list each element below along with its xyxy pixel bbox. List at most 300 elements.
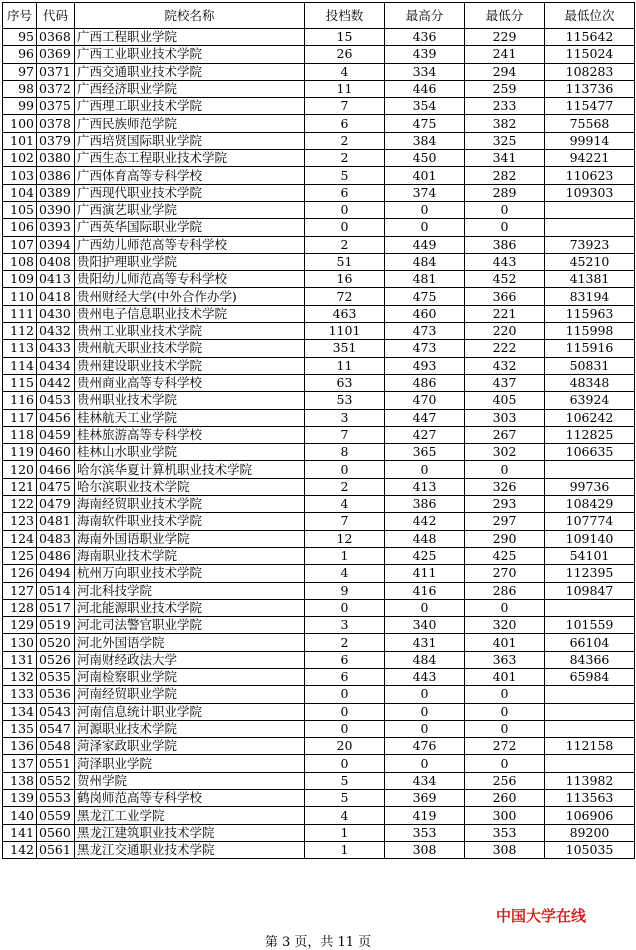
cell-school-name: 广西幼儿师范高等专科学校 (75, 236, 305, 253)
cell-min-score: 303 (465, 409, 545, 426)
cell-min-rank: 105035 (545, 841, 635, 858)
cell-min-rank: 109303 (545, 184, 635, 201)
cell-admitted-count: 4 (305, 807, 385, 824)
cell-seq: 114 (3, 357, 37, 374)
cell-min-rank: 115024 (545, 46, 635, 63)
cell-school-name: 河北外国语学院 (75, 634, 305, 651)
cell-admitted-count: 4 (305, 565, 385, 582)
cell-admitted-count: 3 (305, 617, 385, 634)
cell-code: 0418 (37, 288, 75, 305)
cell-min-rank: 94221 (545, 150, 635, 167)
cell-min-rank: 113982 (545, 772, 635, 789)
cell-min-score: 0 (465, 219, 545, 236)
table-row (3, 29, 635, 46)
cell-code: 0483 (37, 530, 75, 547)
cell-max-score: 442 (385, 513, 465, 530)
cell-code: 0536 (37, 686, 75, 703)
cell-min-rank: 73923 (545, 236, 635, 253)
cell-min-rank (545, 461, 635, 478)
cell-admitted-count: 1 (305, 547, 385, 564)
cell-code: 0553 (37, 790, 75, 807)
cell-admitted-count: 0 (305, 755, 385, 772)
cell-school-name: 桂林旅游高等专科学校 (75, 426, 305, 443)
cell-min-rank (545, 219, 635, 236)
cell-admitted-count: 2 (305, 236, 385, 253)
cell-admitted-count: 0 (305, 686, 385, 703)
cell-seq: 110 (3, 288, 37, 305)
cell-min-score: 256 (465, 772, 545, 789)
cell-code: 0386 (37, 167, 75, 184)
cell-max-score: 446 (385, 80, 465, 97)
cell-min-score: 386 (465, 236, 545, 253)
cell-min-rank: 115477 (545, 98, 635, 115)
cell-min-score: 353 (465, 824, 545, 841)
cell-min-rank: 101559 (545, 617, 635, 634)
cell-admitted-count: 5 (305, 772, 385, 789)
cell-code: 0369 (37, 46, 75, 63)
header-min-score: 最低分 (465, 3, 545, 29)
cell-max-score: 473 (385, 340, 465, 357)
cell-school-name: 广西现代职业技术学院 (75, 184, 305, 201)
cell-school-name: 黑龙江交通职业技术学院 (75, 841, 305, 858)
cell-school-name: 桂林山水职业学院 (75, 444, 305, 461)
cell-seq: 119 (3, 444, 37, 461)
table-row (3, 496, 635, 513)
cell-max-score: 354 (385, 98, 465, 115)
cell-admitted-count: 1 (305, 841, 385, 858)
cell-school-name: 贵州商业高等专科学校 (75, 374, 305, 391)
cell-seq: 127 (3, 582, 37, 599)
cell-seq: 112 (3, 323, 37, 340)
cell-max-score: 425 (385, 547, 465, 564)
cell-min-rank: 108429 (545, 496, 635, 513)
cell-min-rank: 106635 (545, 444, 635, 461)
cell-min-rank (545, 686, 635, 703)
cell-admitted-count: 1 (305, 824, 385, 841)
cell-seq: 139 (3, 790, 37, 807)
cell-max-score: 484 (385, 253, 465, 270)
table-row (3, 115, 635, 132)
cell-school-name: 菏泽家政职业学院 (75, 738, 305, 755)
cell-min-rank: 112825 (545, 426, 635, 443)
cell-school-name: 广西演艺职业学院 (75, 201, 305, 218)
cell-min-score: 341 (465, 150, 545, 167)
table-row (3, 478, 635, 495)
cell-min-rank: 63924 (545, 392, 635, 409)
cell-code: 0379 (37, 132, 75, 149)
cell-max-score: 431 (385, 634, 465, 651)
cell-seq: 138 (3, 772, 37, 789)
cell-admitted-count: 7 (305, 426, 385, 443)
cell-seq: 102 (3, 150, 37, 167)
cell-min-rank: 115998 (545, 323, 635, 340)
cell-min-score: 0 (465, 755, 545, 772)
cell-school-name: 贺州学院 (75, 772, 305, 789)
cell-min-score: 437 (465, 374, 545, 391)
cell-max-score: 411 (385, 565, 465, 582)
cell-admitted-count: 6 (305, 651, 385, 668)
cell-max-score: 439 (385, 46, 465, 63)
cell-min-rank: 65984 (545, 668, 635, 685)
cell-min-rank (545, 201, 635, 218)
cell-seq: 118 (3, 426, 37, 443)
cell-seq: 97 (3, 63, 37, 80)
cell-school-name: 贵州职业技术学院 (75, 392, 305, 409)
cell-min-rank: 99736 (545, 478, 635, 495)
table-row (3, 565, 635, 582)
cell-min-score: 0 (465, 461, 545, 478)
cell-admitted-count: 3 (305, 409, 385, 426)
table-row (3, 841, 635, 858)
cell-min-rank: 115963 (545, 305, 635, 322)
cell-max-score: 450 (385, 150, 465, 167)
table-row (3, 271, 635, 288)
cell-min-score: 267 (465, 426, 545, 443)
cell-code: 0393 (37, 219, 75, 236)
cell-min-score: 286 (465, 582, 545, 599)
cell-min-score: 0 (465, 686, 545, 703)
cell-code: 0548 (37, 738, 75, 755)
cell-seq: 130 (3, 634, 37, 651)
cell-school-name: 贵州航天职业技术学院 (75, 340, 305, 357)
table-row (3, 46, 635, 63)
cell-max-score: 473 (385, 323, 465, 340)
cell-code: 0456 (37, 409, 75, 426)
cell-admitted-count: 0 (305, 599, 385, 616)
cell-min-rank: 41381 (545, 271, 635, 288)
table-row (3, 599, 635, 616)
cell-min-score: 363 (465, 651, 545, 668)
cell-admitted-count: 15 (305, 29, 385, 46)
cell-max-score: 416 (385, 582, 465, 599)
cell-admitted-count: 8 (305, 444, 385, 461)
cell-seq: 129 (3, 617, 37, 634)
cell-min-rank: 107774 (545, 513, 635, 530)
cell-school-name: 贵州财经大学(中外合作办学) (75, 288, 305, 305)
cell-seq: 132 (3, 668, 37, 685)
cell-school-name: 贵州电子信息职业技术学院 (75, 305, 305, 322)
cell-code: 0494 (37, 565, 75, 582)
cell-school-name: 广西民族师范学院 (75, 115, 305, 132)
cell-seq: 107 (3, 236, 37, 253)
table-row (3, 720, 635, 737)
cell-max-score: 374 (385, 184, 465, 201)
cell-school-name: 河南财经政法大学 (75, 651, 305, 668)
cell-admitted-count: 463 (305, 305, 385, 322)
cell-min-score: 452 (465, 271, 545, 288)
cell-min-score: 401 (465, 668, 545, 685)
cell-seq: 111 (3, 305, 37, 322)
table-row (3, 80, 635, 97)
cell-code: 0481 (37, 513, 75, 530)
cell-seq: 121 (3, 478, 37, 495)
cell-school-name: 河北能源职业技术学院 (75, 599, 305, 616)
cell-seq: 117 (3, 409, 37, 426)
cell-min-score: 401 (465, 634, 545, 651)
cell-max-score: 460 (385, 305, 465, 322)
cell-admitted-count: 2 (305, 150, 385, 167)
cell-admitted-count: 351 (305, 340, 385, 357)
cell-admitted-count: 5 (305, 790, 385, 807)
cell-min-rank: 75568 (545, 115, 635, 132)
cell-min-rank: 83194 (545, 288, 635, 305)
table-row (3, 323, 635, 340)
cell-min-rank: 109140 (545, 530, 635, 547)
cell-max-score: 0 (385, 703, 465, 720)
cell-admitted-count: 12 (305, 530, 385, 547)
cell-seq: 133 (3, 686, 37, 703)
cell-admitted-count: 6 (305, 184, 385, 201)
cell-min-score: 282 (465, 167, 545, 184)
cell-min-score: 382 (465, 115, 545, 132)
cell-admitted-count: 26 (305, 46, 385, 63)
cell-max-score: 340 (385, 617, 465, 634)
cell-school-name: 贵州工业职业技术学院 (75, 323, 305, 340)
table-row (3, 63, 635, 80)
table-row (3, 426, 635, 443)
cell-seq: 103 (3, 167, 37, 184)
cell-admitted-count: 2 (305, 478, 385, 495)
cell-seq: 99 (3, 98, 37, 115)
header-seq: 序号 (3, 3, 37, 29)
cell-max-score: 436 (385, 29, 465, 46)
cell-admitted-count: 6 (305, 115, 385, 132)
cell-admitted-count: 0 (305, 703, 385, 720)
cell-code: 0433 (37, 340, 75, 357)
cell-max-score: 401 (385, 167, 465, 184)
cell-max-score: 386 (385, 496, 465, 513)
cell-seq: 109 (3, 271, 37, 288)
table-row (3, 790, 635, 807)
cell-code: 0432 (37, 323, 75, 340)
cell-min-score: 220 (465, 323, 545, 340)
cell-min-score: 308 (465, 841, 545, 858)
cell-min-score: 289 (465, 184, 545, 201)
cell-school-name: 广西理工职业技术学院 (75, 98, 305, 115)
table-row (3, 634, 635, 651)
cell-min-rank: 89200 (545, 824, 635, 841)
cell-school-name: 哈尔滨职业技术学院 (75, 478, 305, 495)
cell-min-rank: 50831 (545, 357, 635, 374)
cell-max-score: 308 (385, 841, 465, 858)
cell-min-score: 443 (465, 253, 545, 270)
cell-school-name: 海南外国语职业学院 (75, 530, 305, 547)
cell-min-rank: 106242 (545, 409, 635, 426)
cell-seq: 131 (3, 651, 37, 668)
cell-min-score: 0 (465, 703, 545, 720)
cell-min-rank: 115916 (545, 340, 635, 357)
cell-admitted-count: 7 (305, 98, 385, 115)
cell-min-score: 0 (465, 720, 545, 737)
cell-code: 0430 (37, 305, 75, 322)
table-row (3, 755, 635, 772)
cell-max-score: 0 (385, 720, 465, 737)
cell-admitted-count: 2 (305, 132, 385, 149)
table-row (3, 409, 635, 426)
cell-min-score: 0 (465, 201, 545, 218)
table-row (3, 219, 635, 236)
cell-code: 0551 (37, 755, 75, 772)
cell-school-name: 贵州建设职业技术学院 (75, 357, 305, 374)
cell-seq: 120 (3, 461, 37, 478)
cell-max-score: 493 (385, 357, 465, 374)
cell-seq: 122 (3, 496, 37, 513)
header-admitted-count: 投档数 (305, 3, 385, 29)
cell-min-rank (545, 703, 635, 720)
cell-seq: 113 (3, 340, 37, 357)
cell-min-rank: 108283 (545, 63, 635, 80)
table-row (3, 184, 635, 201)
cell-admitted-count: 5 (305, 167, 385, 184)
cell-code: 0520 (37, 634, 75, 651)
cell-seq: 101 (3, 132, 37, 149)
cell-max-score: 449 (385, 236, 465, 253)
table-row (3, 444, 635, 461)
cell-max-score: 369 (385, 790, 465, 807)
cell-seq: 126 (3, 565, 37, 582)
cell-seq: 123 (3, 513, 37, 530)
cell-max-score: 365 (385, 444, 465, 461)
cell-school-name: 河南经贸职业学院 (75, 686, 305, 703)
cell-min-rank: 106906 (545, 807, 635, 824)
table-row (3, 201, 635, 218)
table-row (3, 392, 635, 409)
table-row (3, 357, 635, 374)
table-body (3, 29, 635, 859)
cell-code: 0559 (37, 807, 75, 824)
cell-min-rank: 99914 (545, 132, 635, 149)
cell-max-score: 486 (385, 374, 465, 391)
cell-code: 0453 (37, 392, 75, 409)
cell-seq: 137 (3, 755, 37, 772)
table-row (3, 651, 635, 668)
cell-max-score: 484 (385, 651, 465, 668)
watermark-logo: 中国大学在线 (496, 907, 587, 925)
cell-school-name: 广西英华国际职业学院 (75, 219, 305, 236)
cell-min-score: 229 (465, 29, 545, 46)
cell-seq: 100 (3, 115, 37, 132)
cell-school-name: 广西生态工程职业技术学院 (75, 150, 305, 167)
cell-min-rank: 109847 (545, 582, 635, 599)
table-row (3, 513, 635, 530)
cell-max-score: 0 (385, 219, 465, 236)
cell-code: 0442 (37, 374, 75, 391)
cell-admitted-count: 0 (305, 461, 385, 478)
cell-code: 0413 (37, 271, 75, 288)
cell-school-name: 河南检察职业学院 (75, 668, 305, 685)
table-row (3, 824, 635, 841)
cell-max-score: 475 (385, 288, 465, 305)
cell-max-score: 0 (385, 755, 465, 772)
cell-min-score: 326 (465, 478, 545, 495)
cell-code: 0475 (37, 478, 75, 495)
cell-seq: 135 (3, 720, 37, 737)
cell-min-score: 293 (465, 496, 545, 513)
header-code: 代码 (37, 3, 75, 29)
cell-admitted-count: 63 (305, 374, 385, 391)
table-row (3, 668, 635, 685)
cell-school-name: 河北科技学院 (75, 582, 305, 599)
cell-max-score: 476 (385, 738, 465, 755)
cell-code: 0394 (37, 236, 75, 253)
cell-admitted-count: 6 (305, 668, 385, 685)
cell-school-name: 鹤岗师范高等专科学校 (75, 790, 305, 807)
cell-max-score: 0 (385, 686, 465, 703)
cell-code: 0486 (37, 547, 75, 564)
cell-code: 0389 (37, 184, 75, 201)
cell-max-score: 481 (385, 271, 465, 288)
table-row (3, 340, 635, 357)
cell-code: 0543 (37, 703, 75, 720)
cell-code: 0372 (37, 80, 75, 97)
cell-seq: 136 (3, 738, 37, 755)
cell-min-score: 222 (465, 340, 545, 357)
cell-min-score: 432 (465, 357, 545, 374)
cell-school-name: 哈尔滨华夏计算机职业技术学院 (75, 461, 305, 478)
header-school-name: 院校名称 (75, 3, 305, 29)
cell-seq: 104 (3, 184, 37, 201)
cell-max-score: 419 (385, 807, 465, 824)
cell-seq: 134 (3, 703, 37, 720)
cell-min-rank (545, 720, 635, 737)
table-row (3, 253, 635, 270)
cell-admitted-count: 20 (305, 738, 385, 755)
cell-code: 0552 (37, 772, 75, 789)
cell-code: 0390 (37, 201, 75, 218)
cell-max-score: 443 (385, 668, 465, 685)
cell-admitted-count: 9 (305, 582, 385, 599)
cell-code: 0408 (37, 253, 75, 270)
table-row (3, 132, 635, 149)
cell-min-score: 405 (465, 392, 545, 409)
cell-min-rank: 54101 (545, 547, 635, 564)
cell-school-name: 黑龙江工业学院 (75, 807, 305, 824)
cell-min-rank: 113736 (545, 80, 635, 97)
cell-seq: 140 (3, 807, 37, 824)
table-row (3, 617, 635, 634)
cell-admitted-count: 53 (305, 392, 385, 409)
cell-seq: 141 (3, 824, 37, 841)
cell-code: 0378 (37, 115, 75, 132)
cell-max-score: 0 (385, 599, 465, 616)
cell-seq: 128 (3, 599, 37, 616)
cell-max-score: 434 (385, 772, 465, 789)
table-header-row (3, 3, 635, 29)
cell-code: 0466 (37, 461, 75, 478)
cell-school-name: 贵阳护理职业学院 (75, 253, 305, 270)
cell-admitted-count: 4 (305, 63, 385, 80)
cell-min-score: 320 (465, 617, 545, 634)
cell-min-score: 241 (465, 46, 545, 63)
cell-admitted-count: 11 (305, 357, 385, 374)
cell-seq: 116 (3, 392, 37, 409)
table-row (3, 772, 635, 789)
table-row (3, 703, 635, 720)
cell-min-score: 425 (465, 547, 545, 564)
cell-code: 0526 (37, 651, 75, 668)
cell-code: 0535 (37, 668, 75, 685)
cell-admitted-count: 11 (305, 80, 385, 97)
cell-min-score: 233 (465, 98, 545, 115)
cell-min-score: 300 (465, 807, 545, 824)
cell-code: 0375 (37, 98, 75, 115)
cell-min-rank: 48348 (545, 374, 635, 391)
cell-code: 0479 (37, 496, 75, 513)
page-footer: 第 3 页，共 11 页 (264, 935, 372, 950)
cell-school-name: 广西工业职业技术学院 (75, 46, 305, 63)
cell-min-score: 290 (465, 530, 545, 547)
cell-max-score: 334 (385, 63, 465, 80)
